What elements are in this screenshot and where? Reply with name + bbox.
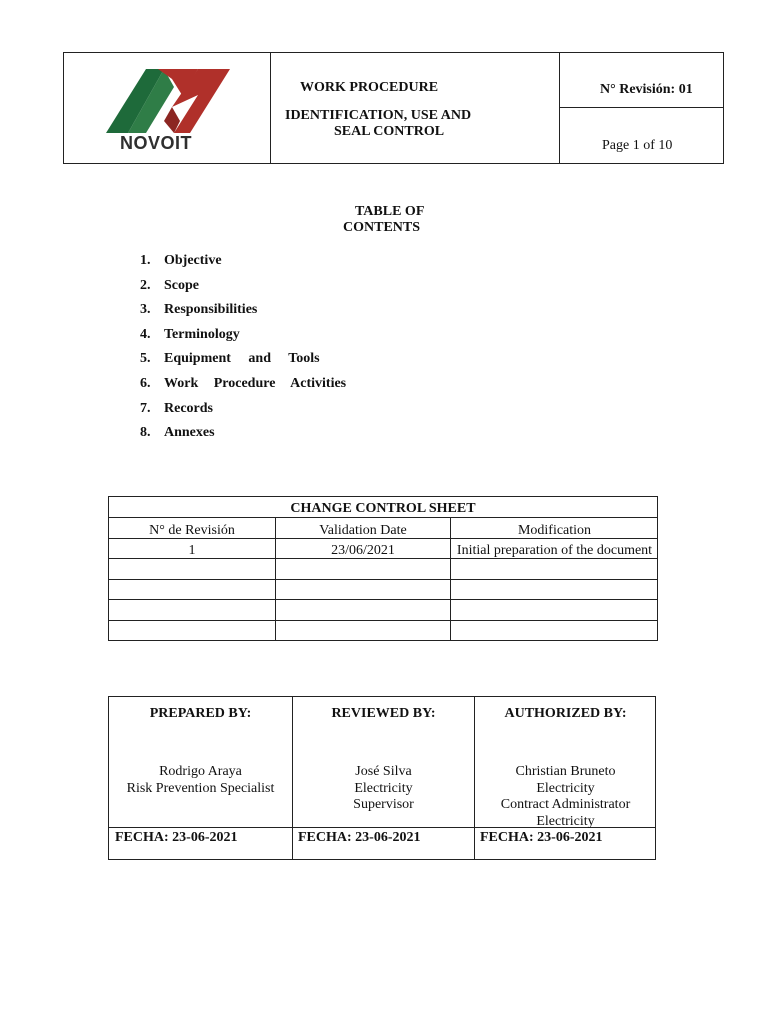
prepared-by-name: Rodrigo Araya (159, 764, 242, 779)
toc-item-label: Scope (164, 277, 199, 293)
toc-item (140, 351, 370, 376)
toc-item-number: 5. (140, 351, 151, 367)
toc-item-number: 2. (140, 277, 151, 293)
toc-title-line2: CONTENTS (343, 220, 421, 235)
table-cell-revision: 1 (188, 543, 196, 558)
column-header-validation-date: Validation Date (319, 523, 407, 538)
prepared-by-role: Risk Prevention Specialist (126, 780, 275, 796)
toc-item (140, 376, 370, 401)
reviewed-date: FECHA: 23-06-2021 (298, 830, 421, 845)
toc-item-number: 3. (140, 302, 151, 318)
authorized-by-role-line3: Electricity (536, 813, 595, 829)
authorized-by-role-line1: Electricity (536, 780, 595, 796)
column-header-modification: Modification (517, 523, 592, 538)
prepared-by-cell (109, 697, 292, 827)
toc-title-line1: TABLE OF (355, 204, 425, 219)
toc-list (140, 253, 370, 450)
page-number: Page 1 of 10 (602, 138, 673, 153)
table-cell-modification: Initial preparation of the document (456, 543, 653, 558)
procedure-subtitle-line2: SEAL CONTROL (334, 124, 445, 139)
toc-item (140, 278, 370, 303)
prepared-by-heading: PREPARED BY: (149, 706, 252, 721)
procedure-title: WORK PROCEDURE (300, 80, 439, 95)
toc-item (140, 401, 370, 426)
document-header (63, 52, 724, 164)
toc-item-label: Work Procedure Activities (164, 375, 347, 391)
logo-text: NOVOIT (120, 133, 193, 153)
authorized-by-role-line2: Contract Administrator (500, 797, 631, 812)
table-cell-date: 23/06/2021 (331, 543, 395, 558)
reviewed-by-role-line1: Electricity (354, 780, 413, 796)
toc-item (140, 253, 370, 278)
toc-item-label: Records (164, 400, 213, 416)
toc-item-number: 7. (140, 400, 151, 416)
reviewed-by-name: José Silva (355, 764, 412, 779)
change-control-table (108, 496, 658, 641)
authorized-by-name: Christian Bruneto (515, 764, 616, 779)
toc-item (140, 425, 370, 450)
authorized-by-heading: AUTHORIZED BY: (504, 706, 627, 721)
toc-item-number: 8. (140, 425, 151, 441)
toc-item-number: 1. (140, 253, 151, 268)
reviewed-by-cell (293, 697, 474, 827)
toc-item (140, 327, 370, 352)
procedure-subtitle-line1: IDENTIFICATION, USE AND (285, 108, 472, 123)
reviewed-by-role-line2: Supervisor (353, 797, 414, 812)
change-control-title: CHANGE CONTROL SHEET (290, 501, 476, 516)
toc-item-label: Terminology (164, 326, 240, 342)
toc-item-label: Objective (164, 253, 222, 268)
authorized-by-cell (475, 697, 656, 827)
toc-item-label: Equipment and Tools (164, 351, 320, 367)
reviewed-by-heading: REVIEWED BY: (331, 706, 436, 721)
prepared-date: FECHA: 23-06-2021 (115, 830, 238, 845)
toc-item-number: 6. (140, 375, 151, 391)
toc-item-label: Responsibilities (164, 302, 258, 318)
toc-item (140, 302, 370, 327)
column-header-revision: N° de Revisión (149, 523, 235, 538)
revision-number: N° Revisión: 01 (600, 82, 693, 97)
approval-table (108, 696, 656, 860)
authorized-date: FECHA: 23-06-2021 (480, 830, 603, 845)
toc-item-number: 4. (140, 326, 151, 342)
toc-item-label: Annexes (164, 425, 215, 441)
